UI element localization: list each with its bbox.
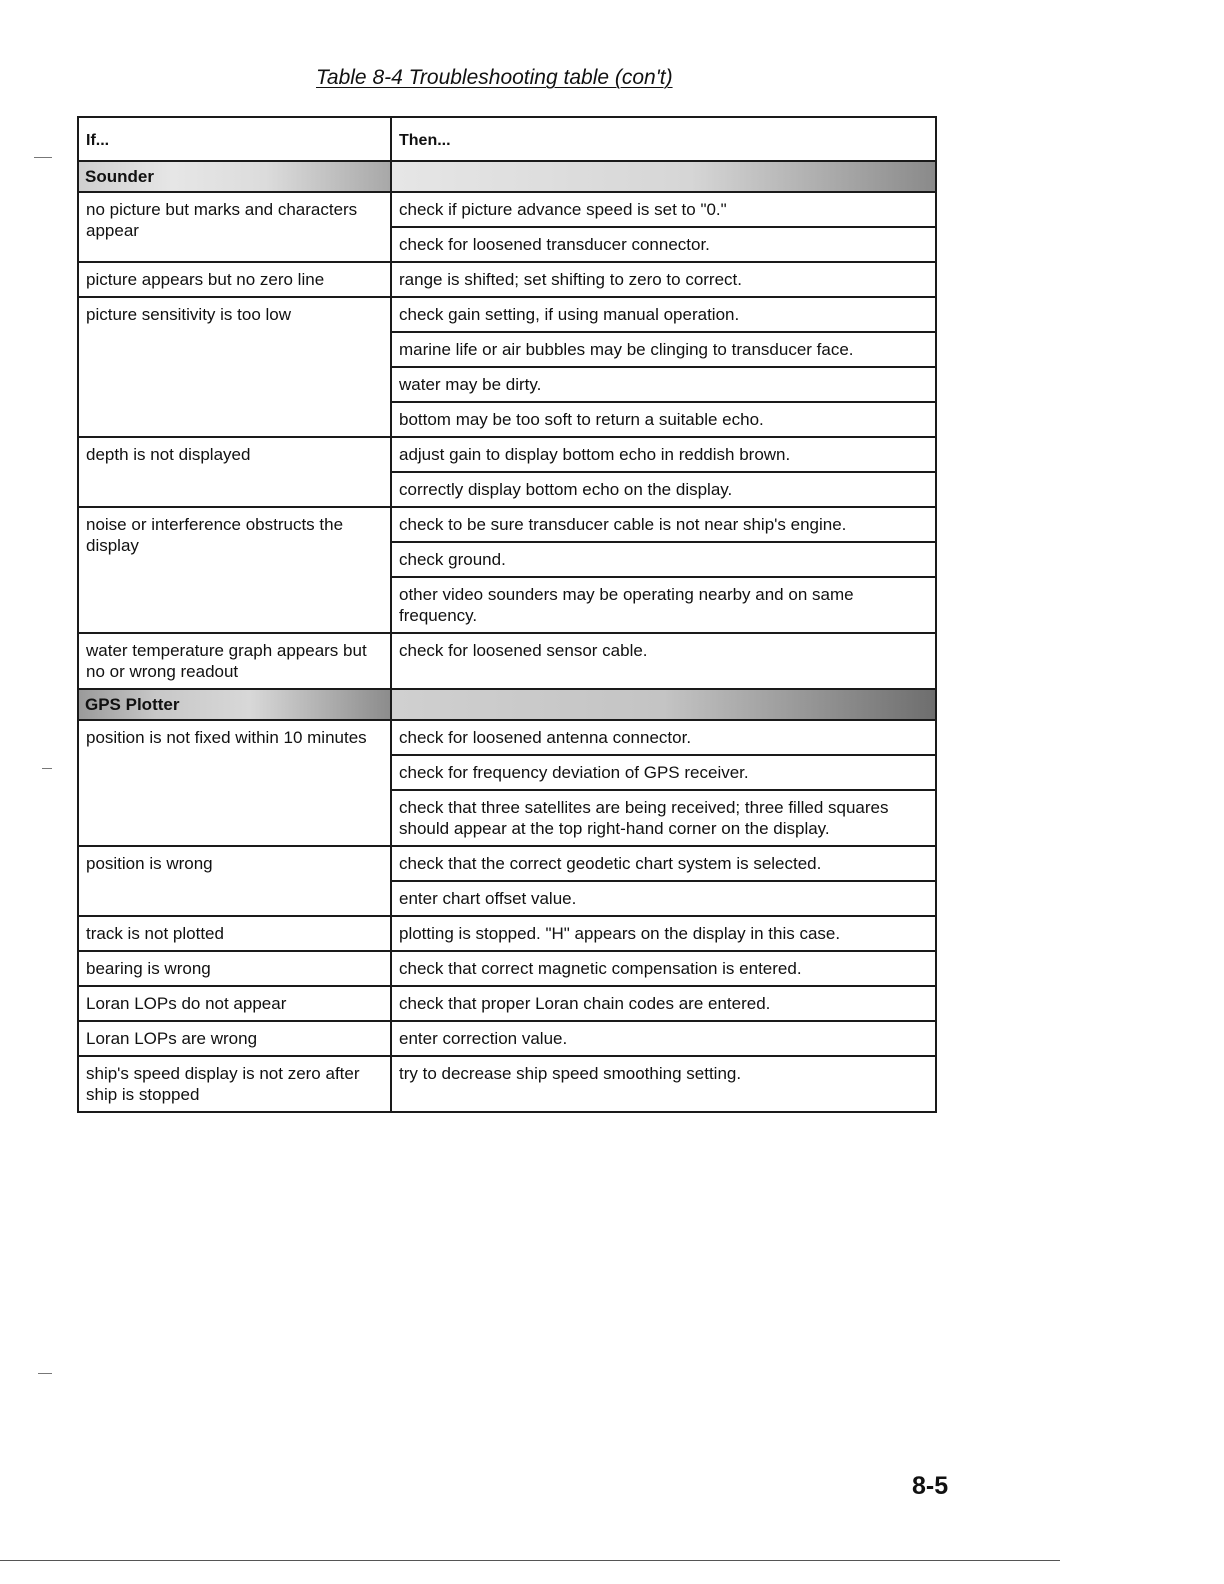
table-row [78, 951, 936, 986]
symptom-cell: bearing is wrong [78, 951, 391, 986]
remedy-cell: check to be sure transducer cable is not near ship's engine. [391, 507, 936, 542]
symptom-cell: no picture but marks and characters appear [78, 192, 391, 262]
symptom-cell: picture sensitivity is too low [78, 297, 391, 437]
remedy-cell: check for frequency deviation of GPS receiver. [391, 755, 936, 790]
remedy-cell: plotting is stopped. "H" appears on the display in this case. [391, 916, 936, 951]
symptom-cell: ship's speed display is not zero after ship is stopped [78, 1056, 391, 1112]
section-title-sounder: Sounder [78, 161, 391, 192]
remedy-cell: range is shifted; set shifting to zero to correct. [391, 262, 936, 297]
remedy-cell: other video sounders may be operating nearby and on same frequency. [391, 577, 936, 633]
table-row [78, 192, 936, 227]
symptom-cell: position is not fixed within 10 minutes [78, 720, 391, 846]
table-row [78, 262, 936, 297]
remedy-cell: bottom may be too soft to return a suitable echo. [391, 402, 936, 437]
page-bottom-rule [0, 1560, 1060, 1561]
remedy-cell: water may be dirty. [391, 367, 936, 402]
troubleshooting-table [77, 116, 937, 1113]
remedy-cell: check for loosened sensor cable. [391, 633, 936, 689]
remedy-cell: enter correction value. [391, 1021, 936, 1056]
scan-mark [38, 1373, 52, 1374]
remedy-cell: try to decrease ship speed smoothing setting. [391, 1056, 936, 1112]
scan-mark [42, 768, 52, 769]
symptom-cell: track is not plotted [78, 916, 391, 951]
remedy-cell: check for loosened antenna connector. [391, 720, 936, 755]
symptom-cell: water temperature graph appears but no or wrong readout [78, 633, 391, 689]
remedy-cell: marine life or air bubbles may be clinging to transducer face. [391, 332, 936, 367]
table-caption: Table 8-4 Troubleshooting table (con't) [316, 66, 673, 89]
table-row [78, 986, 936, 1021]
table-row [78, 633, 936, 689]
symptom-cell: picture appears but no zero line [78, 262, 391, 297]
table-header-row [78, 117, 936, 161]
remedy-cell: check that the correct geodetic chart system is selected. [391, 846, 936, 881]
table-row [78, 916, 936, 951]
table-row [78, 720, 936, 755]
symptom-cell: noise or interference obstructs the display [78, 507, 391, 633]
symptom-cell: position is wrong [78, 846, 391, 916]
page-number: 8-5 [912, 1472, 949, 1500]
table-row [78, 1021, 936, 1056]
symptom-cell: depth is not displayed [78, 437, 391, 507]
remedy-cell: check that proper Loran chain codes are entered. [391, 986, 936, 1021]
remedy-cell: check that correct magnetic compensation is entered. [391, 951, 936, 986]
section-row-gps-plotter [78, 689, 936, 720]
section-title-gps-plotter: GPS Plotter [78, 689, 391, 720]
then-column-header: Then... [391, 117, 936, 161]
scan-mark [34, 157, 52, 158]
table-row [78, 297, 936, 332]
table-row [78, 1056, 936, 1112]
if-column-header: If... [78, 117, 391, 161]
remedy-cell: enter chart offset value. [391, 881, 936, 916]
remedy-cell: check if picture advance speed is set to "0." [391, 192, 936, 227]
table-row [78, 507, 936, 542]
table-row [78, 846, 936, 881]
remedy-cell: correctly display bottom echo on the display. [391, 472, 936, 507]
symptom-cell: Loran LOPs do not appear [78, 986, 391, 1021]
section-row-sounder [78, 161, 936, 192]
symptom-cell: Loran LOPs are wrong [78, 1021, 391, 1056]
section-shade [391, 161, 936, 192]
remedy-cell: check gain setting, if using manual operation. [391, 297, 936, 332]
table-row [78, 437, 936, 472]
remedy-cell: check for loosened transducer connector. [391, 227, 936, 262]
remedy-cell: check ground. [391, 542, 936, 577]
remedy-cell: check that three satellites are being received; three filled squares should appear at the top right-hand corner on the display. [391, 790, 936, 846]
section-shade [391, 689, 936, 720]
remedy-cell: adjust gain to display bottom echo in reddish brown. [391, 437, 936, 472]
